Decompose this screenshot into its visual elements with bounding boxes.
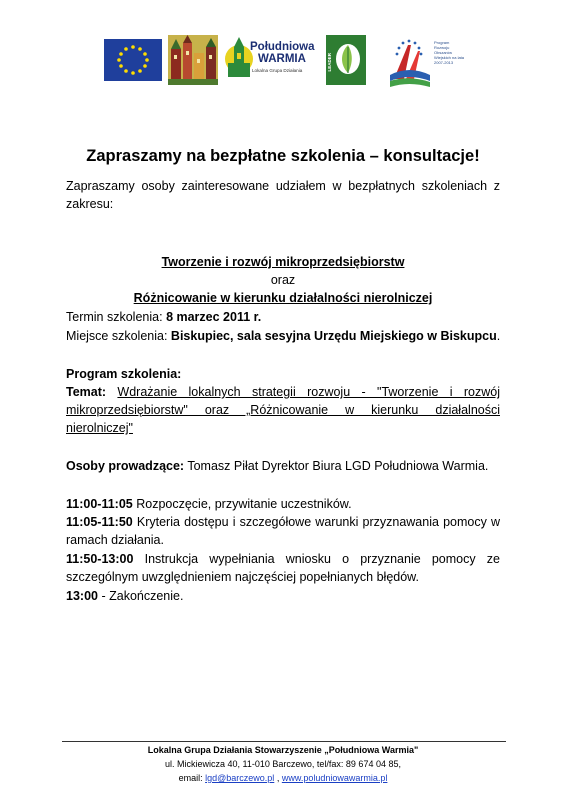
logo-title (250, 41, 315, 65)
prow-text: Program Rozwoju Obszarów Wiejskich na lata 2007-2013 (434, 40, 465, 65)
footer-separator: , (276, 773, 280, 783)
page-title: Zapraszamy na bezpłatne szkolenia – konsultacje! (86, 147, 480, 165)
leader-logo (326, 35, 366, 85)
topic-1-text: Tworzenie i rozwój mikroprzedsiębiorstw (161, 255, 405, 269)
termin-value: 8 marzec 2011 r. (166, 310, 262, 324)
schedule-time: 13:00 (66, 589, 98, 603)
prow-logo (384, 35, 464, 85)
town-icon (168, 35, 218, 85)
town-illustration-logo (168, 35, 218, 85)
schedule-item-1 (66, 494, 500, 514)
miejsce-end: . (496, 329, 501, 343)
eu-flag-logo (104, 39, 162, 81)
schedule-item-2 (66, 512, 500, 532)
footer-org-text: Lokalna Grupa Działania Stowarzyszenie „Południowa Warmia" (147, 745, 419, 755)
schedule-text: - Zakończenie. (101, 589, 184, 603)
footer-address: ul. Mickiewicza 40, 11-010 Barczewo, tel/fax: 89 674 04 85, (165, 759, 401, 769)
prowadzacy-line (66, 456, 500, 476)
schedule-text: Instrukcja wypełniania wniosku o przyznanie pomocy ze (144, 552, 500, 566)
footer-org (0, 744, 566, 757)
temat-line3 (66, 418, 500, 438)
eu-stars-icon (104, 39, 162, 81)
program-heading-text: Program szkolenia: (66, 367, 182, 381)
temat-label: Temat: (66, 385, 107, 399)
footer-website-link[interactable]: www.poludniowawarmia.pl (281, 773, 388, 783)
topic-1 (66, 252, 500, 272)
leader-text: LEADER (327, 53, 332, 72)
program-heading (66, 364, 500, 384)
temat-text-1: Wdrażanie lokalnych strategii rozwoju - "Tworzenie i rozwój (117, 385, 500, 399)
logo-title-line2: WARMIA (258, 53, 306, 65)
prow-emblem-icon (384, 35, 434, 90)
prowadzacy-value: Tomasz Piłat Dyrektor Biura LGD Południowa Warmia. (187, 459, 489, 473)
schedule-time: 11:00-11:05 (66, 497, 133, 511)
temat-line1 (66, 382, 500, 402)
logo-title-line1: Południowa (250, 41, 315, 53)
logo-strip (104, 35, 464, 90)
miejsce-line (66, 326, 500, 346)
schedule-item-2-cont: ramach działania. (66, 533, 164, 547)
logo-subtitle: Lokalna Grupa Działania (252, 68, 303, 73)
intro-line2: zakresu: (66, 197, 114, 211)
schedule-time: 11:05-11:50 (66, 515, 133, 529)
footer-contact (0, 772, 566, 785)
leader-leaf-icon (326, 35, 366, 85)
schedule-item-4 (66, 586, 500, 606)
topic-2-text: Różnicowanie w kierunku działalności nierolniczej (133, 291, 433, 305)
termin-label: Termin szkolenia: (66, 310, 163, 324)
intro-line1: Zapraszamy osoby zainteresowane udziałem w bezpłatnych szkoleniach z (66, 179, 500, 193)
miejsce-value: Biskupiec, sala sesyjna Urzędu Miejskiego w Biskupcu (170, 329, 497, 343)
miejsce-label: Miejsce szkolenia: (66, 329, 168, 343)
schedule-text: Kryteria dostępu i szczegółowe warunki przyznawania pomocy w (136, 515, 500, 529)
footer-divider (62, 741, 506, 742)
topic-2 (66, 288, 500, 308)
temat-text-2: mikroprzedsiębiorstw" oraz „Różnicowanie w kierunku działalności (66, 403, 500, 417)
footer-email-label: email: (178, 773, 203, 783)
poludniowa-warmia-logo (224, 35, 324, 85)
topic-oraz: oraz (270, 273, 296, 287)
footer-email-link[interactable]: lgd@barczewo.pl (205, 773, 275, 783)
temat-line2 (66, 400, 500, 420)
prowadzacy-label: Osoby prowadzące: (66, 459, 185, 473)
schedule-text: Rozpoczęcie, przywitanie uczestników. (136, 497, 352, 511)
termin-line (66, 307, 500, 327)
schedule-item-3 (66, 549, 500, 569)
temat-text-3: nierolniczej" (66, 421, 133, 435)
schedule-time: 11:50-13:00 (66, 552, 134, 566)
schedule-item-3-cont: szczególnym uwzględnieniem najczęściej popełnianych błędów. (66, 570, 419, 584)
